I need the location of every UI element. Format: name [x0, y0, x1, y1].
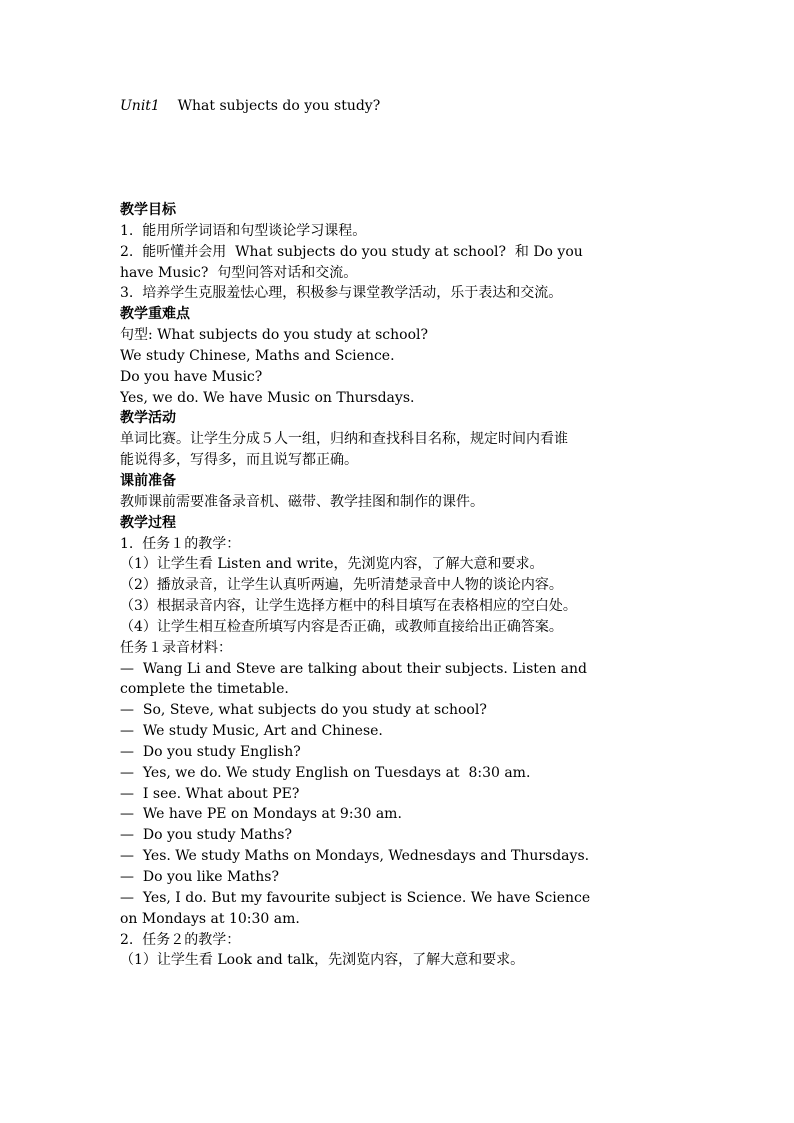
text-line: — Yes, I do. But my favourite subject is Science. We have Science	[120, 889, 591, 906]
text-line: We study Chinese, Maths and Science.	[120, 347, 395, 364]
text-line: — Yes. We study Maths on Mondays, Wednesdays and Thursdays.	[120, 848, 590, 865]
section-heading: 教学目标	[120, 202, 176, 218]
text-line: have Music? 句型问答对话和交流。	[120, 264, 358, 281]
section-heading: 教学活动	[120, 410, 176, 427]
text-line: 单词比赛。让学生分成５人一组，归纳和查找科目名称，规定时间内看谁	[120, 431, 568, 448]
text-line: 1. 任务１的教学：	[120, 535, 241, 552]
text-line: — Yes, we do. We study English on Tuesdays at 8:30 am.	[120, 764, 531, 781]
text-line: 教师课前需要准备录音机、磁带、教学挂图和制作的课件。	[120, 493, 484, 510]
text-line: complete the timetable.	[120, 681, 289, 698]
text-line: （2）播放录音，让学生认真听两遍，先听清楚录音中人物的谈论内容。	[120, 577, 563, 594]
section-heading: 课前准备	[120, 472, 176, 489]
text-line: Do you have Music?	[120, 368, 263, 385]
text-line: — Do you study English?	[120, 743, 301, 760]
text-line: — I see. What about PE?	[120, 785, 300, 802]
text-line: 任务１录音材料：	[120, 639, 232, 656]
text-line: 能说得多，写得多，而且说写都正确。	[120, 452, 358, 469]
title-question: What subjects do you study?	[177, 98, 381, 114]
text-line: 句型: What subjects do you study at school?	[120, 327, 428, 344]
document-body	[120, 200, 680, 971]
text-line: （1）让学生看 Listen and write，先浏览内容，了解大意和要求。	[120, 556, 544, 573]
text-line: — Do you study Maths?	[120, 827, 292, 844]
text-line: Yes, we do. We have Music on Thursdays.	[120, 389, 415, 406]
section-heading: 教学重难点	[120, 306, 190, 323]
section-heading: 教学过程	[120, 514, 176, 531]
text-line: — So, Steve, what subjects do you study at school?	[120, 702, 487, 719]
text-line: on Mondays at 10:30 am.	[120, 910, 300, 927]
text-line: — Do you like Maths?	[120, 869, 279, 885]
text-line: 2. 能听懂并会用 What subjects do you study at school? 和 Do you	[120, 243, 583, 260]
page-title	[120, 96, 680, 116]
text-line: 2. 任务２的教学：	[120, 931, 241, 948]
text-line: 1. 能用所学词语和句型谈论学习课程。	[120, 222, 367, 239]
text-line: — We study Music, Art and Chinese.	[120, 723, 383, 740]
unit-label: Unit1	[120, 98, 160, 114]
document-header	[120, 96, 680, 116]
text-line: （1）让学生看 Look and talk，先浏览内容，了解大意和要求。	[120, 952, 525, 969]
text-line: — We have PE on Mondays at 9:30 am.	[120, 806, 402, 823]
text-line: （4）让学生相互检查所填写内容是否正确，或教师直接给出正确答案。	[120, 618, 563, 635]
text-line: 3. 培养学生克服羞怯心理，积极参与课堂教学活动，乐于表达和交流。	[120, 285, 563, 302]
text-line: — Wang Li and Steve are talking about their subjects. Listen and	[120, 660, 587, 677]
text-line: （3）根据录音内容，让学生选择方框中的科目填写在表格相应的空白处。	[120, 598, 577, 615]
